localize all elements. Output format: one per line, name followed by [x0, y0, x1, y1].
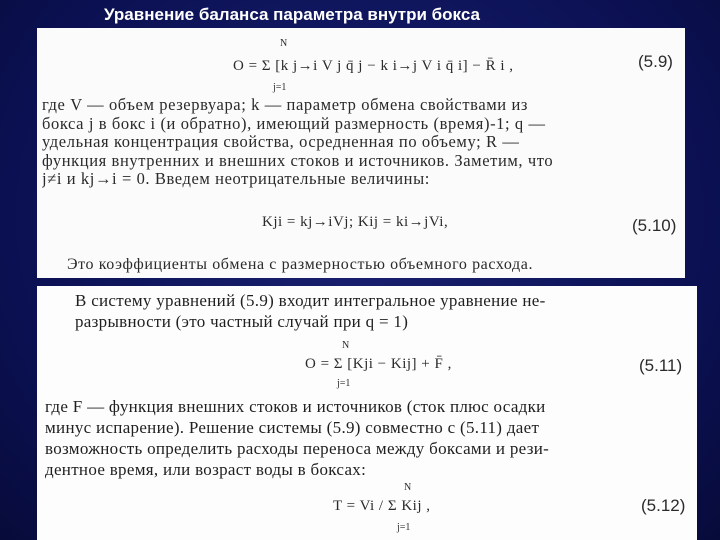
- equation-5-10-number: (5.10): [632, 216, 677, 235]
- equation-5-9-upper-limit: N: [280, 38, 288, 49]
- equation-5-10-formula: Kji = kj→iVj; Kij = ki→jVi,: [262, 214, 449, 230]
- equation-5-11-upper-limit: N: [342, 340, 350, 351]
- equation-5-11: [37, 340, 697, 389]
- scan-page-top: [37, 28, 685, 278]
- equation-5-12-upper-limit: N: [404, 482, 412, 493]
- paragraph-definitions: [42, 96, 682, 189]
- equation-5-12-formula: T = Vi / Σ Kij ,: [333, 498, 431, 514]
- paragraph-line: где F — функция внешних стоков и источников (сток плюс осадки: [45, 397, 546, 416]
- equation-5-11-formula: O = Σ [Kji − Kij] + F̄ ,: [305, 356, 452, 372]
- equation-5-10: [37, 206, 685, 246]
- paragraph-line: В систему уравнений (5.9) входит интегральное уравнение не-: [75, 291, 546, 310]
- scan-page-bottom: [37, 286, 697, 540]
- equation-5-9-lower-limit: j=1: [273, 82, 287, 93]
- paragraph-line: возможность определить расходы переноса между боксами и рези-: [45, 439, 550, 458]
- equation-5-9-number: (5.9): [638, 52, 673, 71]
- equation-5-11-number: (5.11): [639, 356, 683, 375]
- paragraph-line: бокса j в бокс i (и обратно), имеющий размерность (время)-1; q —: [42, 114, 546, 133]
- paragraph-coefficients: [67, 256, 682, 275]
- equation-5-11-lower-limit: j=1: [337, 378, 351, 389]
- paragraph-line: функция внутренних и внешних стоков и источников. Заметим, что: [42, 151, 554, 170]
- paragraph-line: Это коэффициенты обмена с размерностью объемного расхода.: [67, 256, 534, 273]
- paragraph-continuity: [75, 290, 690, 332]
- paragraph-line: удельная концентрация свойства, осредненная по объему; R —: [42, 133, 520, 151]
- equation-5-12: [37, 482, 697, 533]
- paragraph-residence-time: [45, 396, 690, 480]
- equation-5-9: [37, 38, 685, 93]
- equation-5-9-formula: O = Σ [k j→i V j q̄ j − k i→j V i q̄ i] − R̄ i ,: [233, 58, 514, 74]
- slide-title: Уравнение баланса параметра внутри бокса: [104, 5, 480, 24]
- equation-5-12-lower-limit: j=1: [397, 522, 411, 533]
- paragraph-line: j≠i и kj→i = 0. Введем неотрицательные величины:: [42, 170, 430, 188]
- paragraph-line: где V — объем резервуара; k — параметр обмена свойствами из: [42, 96, 529, 114]
- equation-5-12-number: (5.12): [641, 496, 686, 515]
- paragraph-line: дентное время, или возраст воды в боксах:: [45, 460, 367, 479]
- paragraph-line: минус испарение). Решение системы (5.9) совместно с (5.11) дает: [45, 418, 540, 437]
- paragraph-line: разрывности (это частный случай при q = 1): [75, 312, 409, 331]
